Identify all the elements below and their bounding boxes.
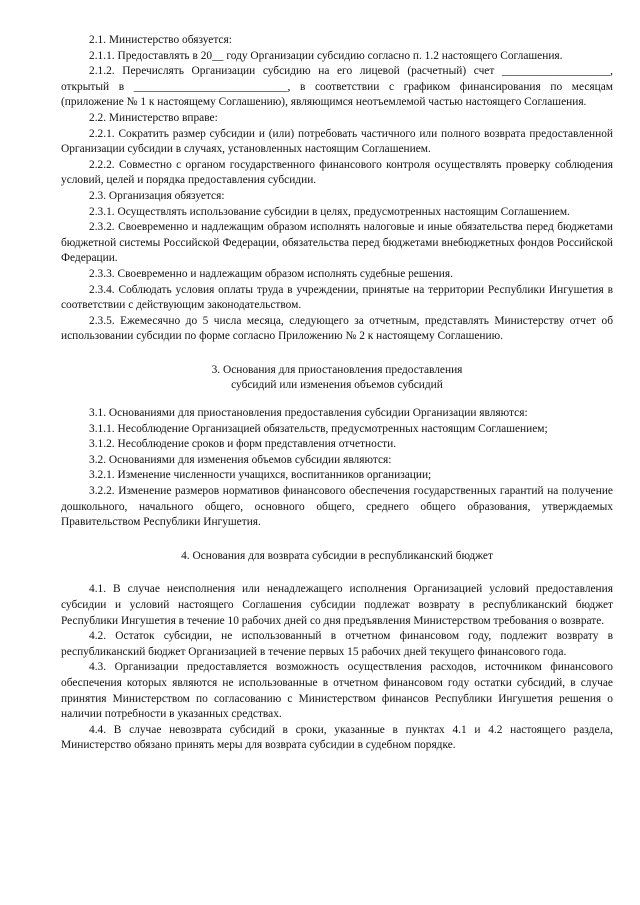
clause-2-1-1: 2.1.1. Предоставлять в 20__ году Организации субсидию согласно п. 1.2 настоящего Соглашения.	[89, 49, 563, 62]
clause-4-4: 4.4. В случае невозврата субсидий в сроки, указанные в пунктах 4.1 и 4.2 настоящего раздела, Министерство обязано принять меры для возврата субсидии в судебном порядке.	[61, 723, 613, 752]
clause-4-2: 4.2. Остаток субсидии, не использованный в отчетном финансовом году, подлежит возврату в республиканский бюджет Организацией в течение первых 15 рабочих дней текущего финансового года.	[61, 630, 613, 658]
spacer	[61, 564, 613, 582]
clause-3-2-2: 3.2.2. Изменение размеров нормативов финансового обеспечения государственных гарантий на получение дошкольного, начального общего, основного общего, среднего общего образования, утверждаемых Правительством Республики Ингушетия.	[61, 485, 613, 529]
clause-2-1-2: 2.1.2. Перечислять Организации субсидию на его лицевой (расчетный) счет ___________________, открытый в ___________________________, в соответствии с графиком финансирования по месяцам (приложение № 1 к настоящему Соглашению), являющимся неотъемлемой частью настоящего Соглашения.	[61, 65, 613, 109]
clause-2-2: 2.2. Министерство вправе:	[89, 111, 218, 124]
clause-3-1-1: 3.1.1. Несоблюдение Организацией обязательств, предусмотренных настоящим Соглашением;	[89, 422, 548, 435]
section-3-heading-line-2: субсидий или изменения объемов субсидий	[231, 379, 443, 392]
clause-2-1: 2.1. Министерство обязуется:	[89, 34, 232, 46]
clause-2-3-4: 2.3.4. Соблюдать условия оплаты труда в учреждении, принятые на территории Республики Ингушетия в соответствии с действующим законодательством.	[61, 283, 613, 312]
spacer	[61, 345, 613, 363]
clause-3-1: 3.1. Основаниями для приостановления предоставления субсидии Организации являются:	[89, 407, 528, 420]
clause-2-3-3: 2.3.3. Своевременно и надлежащим образом исполнять судебные решения.	[89, 267, 453, 280]
spacer	[61, 531, 613, 549]
clause-2-3-2: 2.3.2. Своевременно и надлежащим образом исполнять налоговые и иные обязательства перед бюджетами бюджетной системы Российской Федерации, обязательства перед бюджетами внебюджетных фондов Российской Федерации.	[61, 221, 613, 265]
clause-3-2-1: 3.2.1. Изменение численности учащихся, воспитанников организации;	[89, 469, 432, 482]
clause-4-3: 4.3. Организации предоставляется возможность осуществления расходов, источником финансового обеспечения которых являются не использованные в отчетном финансовом году остатки субсидий, в случае принятия Министерством по согласованию с Министерством финансов Республики Ингушетия решения о наличии потребности в указанных средствах.	[61, 661, 613, 721]
document-page	[61, 33, 613, 754]
clause-3-2: 3.2. Основаниями для изменения объемов субсидии являются:	[89, 453, 392, 466]
clause-3-1-2: 3.1.2. Несоблюдение сроков и форм представления отчетности.	[89, 438, 397, 451]
clause-2-2-2: 2.2.2. Совместно с органом государственного финансового контроля осуществлять проверку соблюдения условий, целей и порядка предоставления субсидии.	[61, 158, 613, 187]
clause-2-2-1: 2.2.1. Сократить размер субсидии и (или) потребовать частичного или полного возврата предоставленной Организации субсидии в случаях, установленных настоящим Соглашением.	[61, 127, 613, 156]
clause-2-3-1: 2.3.1. Осуществлять использование субсидии в целях, предусмотренных настоящим Соглашением.	[89, 205, 570, 218]
clause-2-3-5: 2.3.5. Ежемесячно до 5 числа месяца, следующего за отчетным, представлять Министерству отчет об использовании субсидии по форме согласно Приложению № 2 к настоящему Соглашению.	[61, 314, 613, 343]
section-4-heading: 4. Основания для возврата субсидии в республиканский бюджет	[181, 549, 493, 562]
section-3-heading-line-1: 3. Основания для приостановления предоставления	[211, 363, 463, 376]
spacer	[61, 394, 613, 406]
clause-2-3: 2.3. Организация обязуется:	[89, 189, 225, 202]
clause-4-1: 4.1. В случае неисполнения или ненадлежащего исполнения Организацией условий предоставления субсидии и условий настоящего Соглашения субсидии подлежат возврату в республиканский бюджет Республики Ингушетия в течение 10 рабочих дней со дня предъявления Министерством требования о возврате.	[61, 583, 613, 627]
